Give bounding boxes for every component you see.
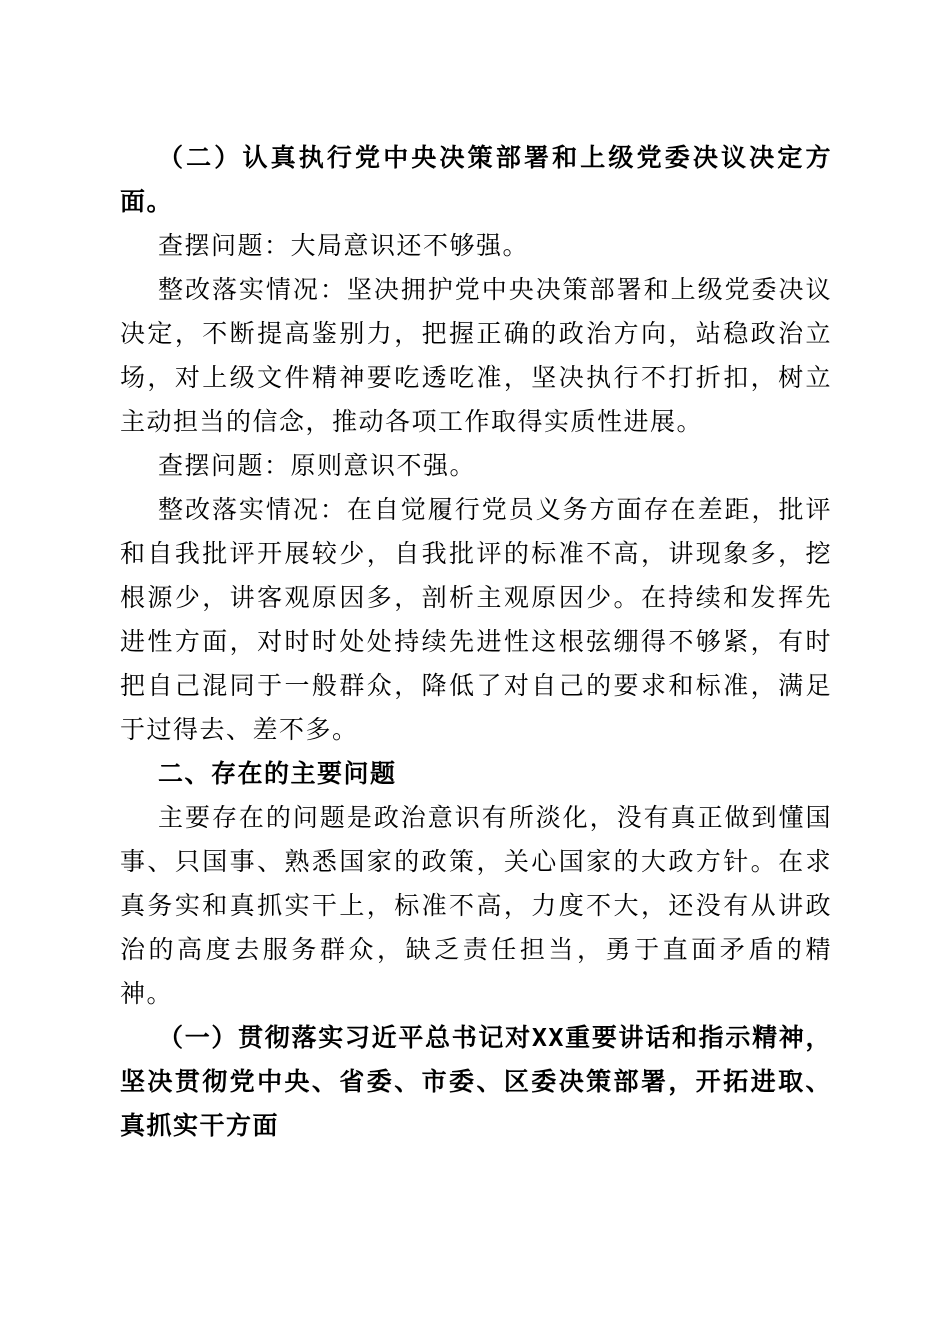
subheading-execution: （二）认真执行党中央决策部署和上级党委决议决定方面。 bbox=[120, 143, 832, 216]
issue-label-overall-awareness: 查摆问题：大局意识还不够强。 bbox=[158, 231, 530, 260]
subheading-implementation-part-2: 重要讲话和指示精神，坚决贯彻党中央、省委、市委、区委决策部署，开拓进取、真抓实干方面 bbox=[120, 1023, 832, 1140]
subheading-implementation bbox=[120, 1016, 832, 1148]
section-title-main-problems: 二、存在的主要问题 bbox=[158, 759, 397, 788]
subheading-implementation-placeholder: XX bbox=[531, 1023, 565, 1052]
subheading-implementation-part-1: （一）贯彻落实习近平总书记对 bbox=[158, 1023, 532, 1052]
rectification-paragraph-1: 整改落实情况：坚决拥护党中央决策部署和上级党委决议决定，不断提高鉴别力，把握正确的政治方向，站稳政治立场，对上级文件精神要吃透吃准，坚决执行不打折扣，树立主动担当的信念，推动各项工作取得实质性进展。 bbox=[120, 275, 832, 436]
issue-label-principle-awareness: 查摆问题：原则意识不强。 bbox=[158, 451, 477, 480]
rectification-paragraph-2: 整改落实情况：在自觉履行党员义务方面存在差距，批评和自我批评开展较少，自我批评的标准不高，讲现象多，挖根源少，讲客观原因多，剖析主观原因少。在持续和发挥先进性方面，对时时处处持续先进性这根弦绷得不够紧，有时把自己混同于一般群众，降低了对自己的要求和标准，满足于过得去、差不多。 bbox=[120, 495, 832, 744]
document-body bbox=[120, 136, 832, 1148]
main-problems-paragraph: 主要存在的问题是政治意识有所淡化，没有真正做到懂国事、只国事、熟悉国家的政策，关心国家的大政方针。在求真务实和真抓实干上，标准不高，力度不大，还没有从讲政治的高度去服务群众，缺乏责任担当，勇于直面矛盾的精神。 bbox=[120, 803, 832, 1008]
